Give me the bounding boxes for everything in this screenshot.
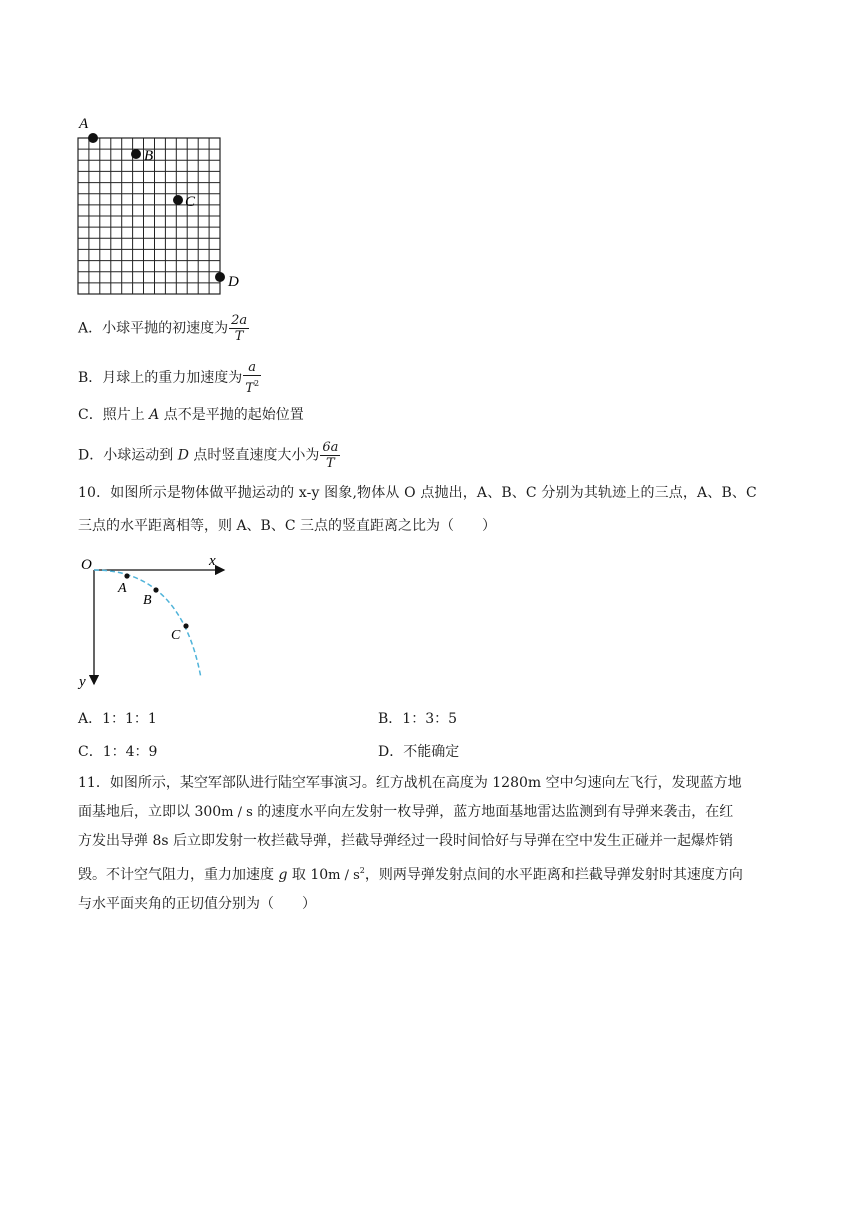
q11-line1: 11．如图所示，某空军部队进行陆空军事演习。红方战机在高度为 1280m 空中匀速向左飞行，发现蓝方地 [78, 775, 742, 791]
point-c [183, 623, 188, 628]
label-b: B [144, 148, 154, 164]
q10-stem-line2: 三点的水平距离相等，则 A、B、C 三点的竖直距离之比为（ ） [78, 518, 497, 534]
q9-option-d: D．小球运动到 D 点时竖直速度大小为 $\frac{6a}{T}$ [78, 440, 339, 471]
point-c [173, 195, 183, 205]
label-a: A [79, 116, 89, 132]
q11-line3: 方发出导弹 8s 后立即发射一枚拦截导弹，拦截导弹经过一段时间恰好与导弹在空中发生正碰并一起爆炸销 [78, 833, 733, 849]
point-b [131, 149, 141, 159]
q10-option-c: C．1：4：9 [78, 744, 158, 760]
q9-option-a: A．小球平抛的初速度为 $\frac{2a}{T}$ [78, 313, 248, 344]
q9-option-c: C．照片上 A 点不是平抛的起始位置 [78, 407, 304, 423]
point-a [124, 573, 129, 578]
fraction: $\frac{a}{T^2}$ [245, 360, 260, 396]
label-a: A [118, 581, 127, 596]
label-b: B [143, 593, 152, 608]
origin-label: O [81, 557, 92, 573]
q11-line5: 与水平面夹角的正切值分别为（ ） [78, 896, 316, 912]
point-d [215, 272, 225, 282]
q10-option-a: A．1：1：1 [78, 711, 157, 727]
fraction: $\frac{6a}{T}$ [322, 440, 339, 471]
x-axis-label: x [209, 553, 216, 569]
point-b [153, 587, 158, 592]
fraction: $\frac{2a}{T}$ [231, 313, 248, 344]
label-d: D [228, 274, 239, 290]
y-axis-label: y [79, 674, 86, 690]
q9-option-b: B．月球上的重力加速度为 $\frac{a}{T^2}$ [78, 360, 260, 396]
trajectory-figure [76, 550, 246, 690]
label-c: C [185, 194, 196, 210]
q11-stem [78, 769, 778, 919]
label-c: C [171, 628, 181, 643]
strobe-grid-figure [70, 110, 250, 305]
q10-stem-line1: 10．如图所示是物体做平抛运动的 x-y 图象,物体从 O 点抛出，A、B、C 分别为其轨迹上的三点，A、B、C [78, 485, 757, 501]
q11-line4: 毁。不计空气阻力，重力加速度 g 取 $10m / s^2$，则两导弹发射点间的水平距离和拦截导弹发射时其速度方向 [78, 866, 743, 883]
point-a [88, 133, 98, 143]
q10-option-d: D．不能确定 [378, 744, 460, 760]
q11-line2: 面基地后，立即以 300m / s 的速度水平向左发射一枚导弹，蓝方地面基地雷达监测到有导弹来袭击，在红 [78, 804, 734, 820]
q10-option-b: B．1：3：5 [378, 711, 458, 727]
